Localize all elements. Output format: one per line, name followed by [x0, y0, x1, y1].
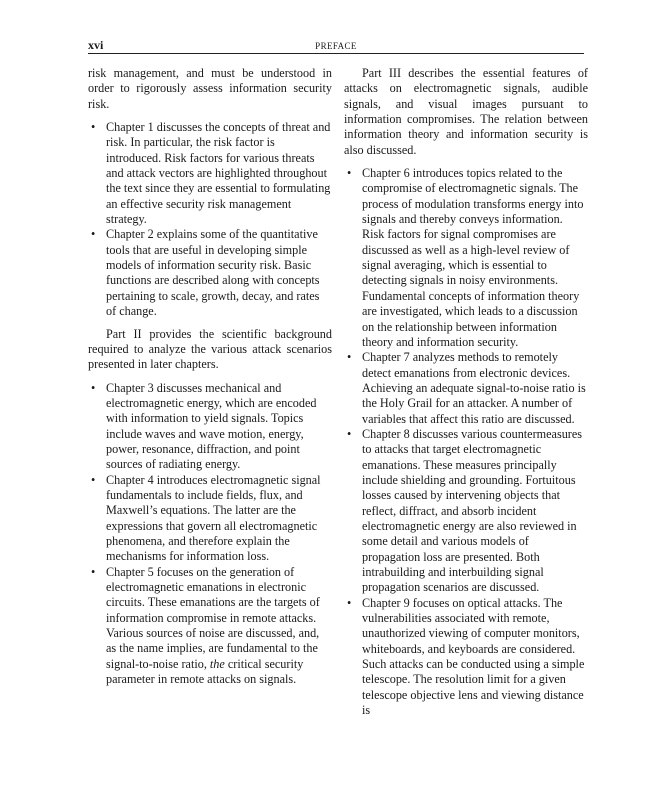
chapter-8-item: • Chapter 8 discusses various countermeasures to attacks that target electromagnetic emanations. These measures principally include shielding and grounding. Fortuitous losses caused by intervening objects that reflect, diffract, and absorb incident electromagnetic energy are also reviewed in some detail and various models of propagation loss are presented. Both intrabuilding and interbuilding signal propagation scenarios are discussed. [344, 427, 588, 596]
chapter-6-item: • Chapter 6 introduces topics related to the compromise of electromagnetic signals. The process of modulation transforms energy into signals and thereby conveys information. Risk factors for signal compromises are discussed as well as a high-level review of signal averaging, which is essential to detecting signals in noisy environments. Fundamental concepts of information theory are investigated, which leads to a discussion on the relationship between information theory and information security. [344, 166, 588, 350]
right-column [344, 66, 588, 718]
header-rule [88, 53, 584, 54]
part3-intro-paragraph: Part III describes the essential features of attacks on electromagnetic signals, audible signals, and visual images pursuant to information compromises. The relation between information theory and information security is also discussed. [344, 66, 588, 157]
continuation-paragraph: risk management, and must be understood in order to rigorously assess information security risk. [88, 66, 332, 111]
chapter-5-text-end: critical security parameter in remote attacks on signals. [106, 656, 304, 687]
page-number: xvi [88, 38, 104, 52]
chapter-5-item [88, 565, 332, 688]
chapter-2-item: • Chapter 2 explains some of the quantitative tools that are useful in developing simple models of information security risk. Basic functions are described along with concepts pertaining to scale, growth, decay, and rates of change. [88, 227, 332, 319]
part3-chapter-list [344, 166, 588, 718]
part1-chapter-list [88, 120, 332, 319]
chapter-4-item: • Chapter 4 introduces electromagnetic signal fundamentals to include fields, flux, and Maxwell’s equations. The latter are the expressions that govern all electromagnetic phenomena, and therefore explain the mechanisms for information loss. [88, 473, 332, 565]
chapter-5-emphasis: the [209, 656, 225, 671]
chapter-1-item: • Chapter 1 discusses the concepts of threat and risk. In particular, the risk factor is introduced. Risk factors for various threats and attack vectors are highlighted throughout the text since they are essential to formulating an effective security risk management strategy. [88, 120, 332, 227]
running-head: PREFACE [315, 41, 357, 51]
chapter-9-item: • Chapter 9 focuses on optical attacks. The vulnerabilities associated with remote, unauthorized viewing of computer monitors, whiteboards, and keyboards are considered. Such attacks can be conducted using a simple telescope. The resolution limit for a given telescope objective lens and viewing distance is [344, 596, 588, 719]
chapter-3-item: • Chapter 3 discusses mechanical and electromagnetic energy, which are encoded with information to yield signals. Topics include waves and wave motion, energy, power, resonance, diffraction, and point sources of radiating energy. [88, 381, 332, 473]
chapter-5-text: Chapter 5 focuses on the generation of electromagnetic emanations in electronic circuits. These emanations are the targets of information compromise in remote attacks. Various sources of noise are discussed, and, as the name implies, are fundamental to the signal-to-noise ratio, [106, 564, 320, 671]
part2-intro-paragraph: Part II provides the scientific background required to analyze the various attack scenarios presented in later chapters. [88, 326, 332, 372]
part2-chapter-list [88, 381, 332, 688]
left-column [88, 66, 332, 687]
page-header [88, 38, 584, 52]
chapter-7-item: • Chapter 7 analyzes methods to remotely detect emanations from electronic devices. Achieving an adequate signal-to-noise ratio is the Holy Grail for an attacker. A number of variables that affect this ratio are discussed. [344, 350, 588, 427]
